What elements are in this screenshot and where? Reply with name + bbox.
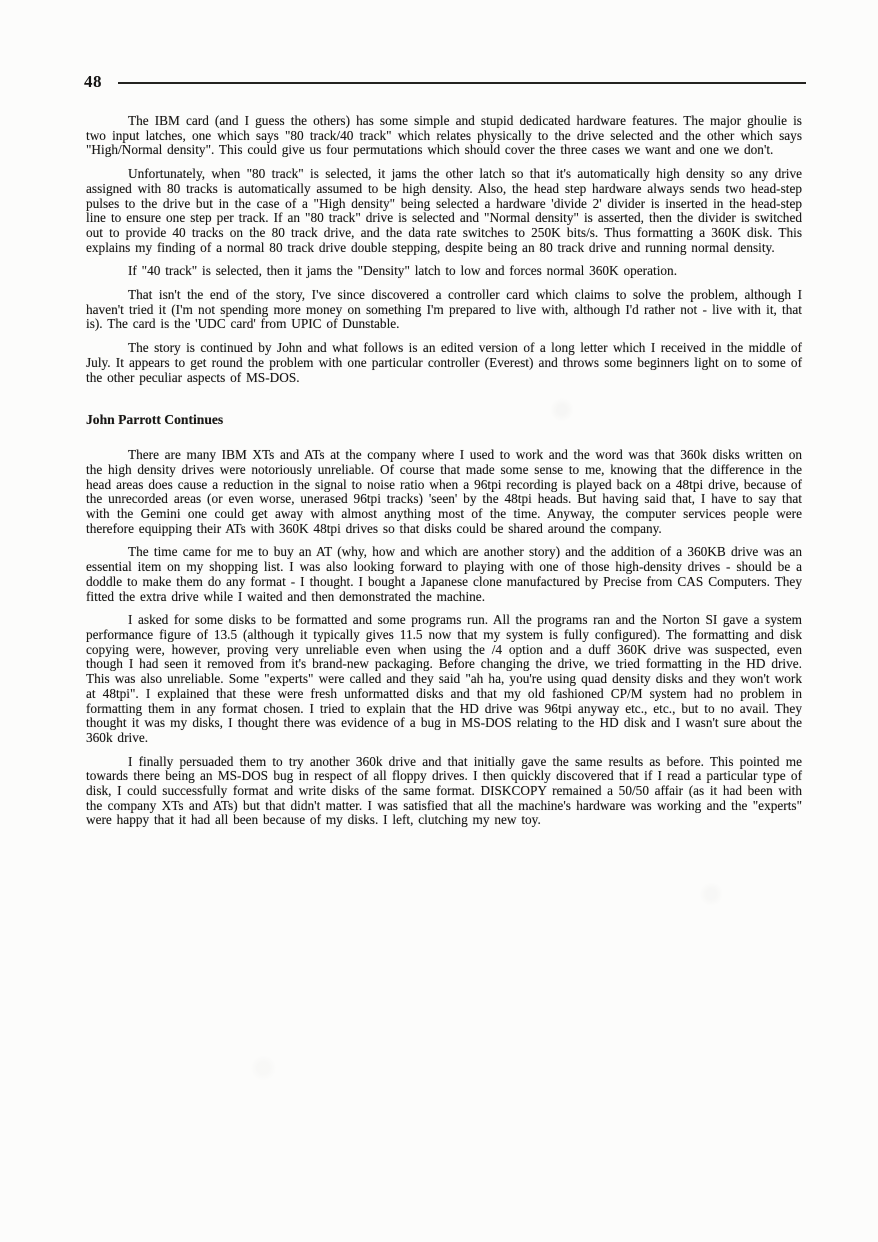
- page-number: 48: [84, 72, 102, 91]
- paragraph-udc-card: That isn't the end of the story, I've since discovered a controller card which claims to solve the problem, although I haven't tried it (I'm not spending more money on something I'm prepared to live with, although I'd rather not - live with it, that is). The card is the 'UDC card' from UPIC of Dunstable.: [86, 287, 802, 332]
- paragraph-80-track-latch: Unfortunately, when "80 track" is selected, it jams the other latch so that it's automatically high density so any drive assigned with 80 tracks is automatically assumed to be high density. Also, the head step hardware always sends two head-step pulses to the drive but in the case of a "High density" being selected a hardware 'divide 2' divider is inserted in the head-step line to ensure one step per track. If an "80 track" drive is selected and "Normal density" is asserted, then the divider is switched out to provide 40 tracks on the 80 track drive, and the data rate switches to 250K bits/s. Thus formatting a 360K disk. This explains my finding of a normal 80 track drive double stepping, despite being an 80 track drive and running normal density.: [86, 166, 802, 255]
- paragraph-story-continued: The story is continued by John and what follows is an edited version of a long letter which I received in the middle of July. It appears to get round the problem with one particular controller (Everest) and throws some beginners light on to some of the other peculiar aspects of MS-DOS.: [86, 340, 802, 385]
- paragraph-buying-at: The time came for me to buy an AT (why, how and which are another story) and the addition of a 360KB drive was an essential item on my shopping list. I was also looking forward to playing with one of those high-density drives - should be a doddle to make them do any format - I thought. I bought a Japanese clone manufactured by Precise from CAS Computers. They fitted the extra drive while I waited and then demonstrated the machine.: [86, 544, 802, 604]
- paragraph-40-track: If "40 track" is selected, then it jams the "Density" latch to low and forces normal 360K operation.: [128, 263, 678, 279]
- header-rule: [118, 82, 806, 84]
- paragraph-ibm-card: The IBM card (and I guess the others) has some simple and stupid dedicated hardware features. The major ghoulie is two input latches, one which says "80 track/40 track" which relates physically to the drive selected and the other which says "High/Normal density". This could give us four permutations which should cover the three cases we want and one we don't.: [86, 113, 802, 158]
- paragraph-formatting-problems: I asked for some disks to be formatted and some programs run. All the programs ran and the Norton SI gave a system performance figure of 13.5 (although it typically gives 11.5 now that my system is fully configured). The formatting and disk copying were, however, proving very unreliable even when using the /4 option and a duff 360K drive was suspected, even though I had seen it removed from it's brand-new packaging. Before changing the drive, we tried formatting in the HD drive. This was also unreliable. Some "experts" were called and they said "ah ha, you're using quad density disks and they won't work at 48tpi". I explained that these were fresh unformatted disks and that my old fashioned CP/M system had no problem in formatting them in any format chosen. I tried to explain that the HD drive was 96tpi anyway etc., etc., but to no avail. They thought it was my disks, I thought there was evidence of a bug in MS-DOS relating to the HD disk and I wasn't sure about the 360k drive.: [86, 612, 802, 745]
- section-heading: John Parrott Continues: [86, 412, 224, 428]
- page-header: [84, 72, 806, 92]
- page-content: [86, 114, 802, 837]
- paragraph-ibm-xts-ats: There are many IBM XTs and ATs at the company where I used to work and the word was that 360k disks written on the high density drives were notoriously unreliable. Of course that made some sense to me, knowing that the difference in the head areas does cause a reduction in the signal to noise ratio when a 96tpi recording is played back on a 48tpi drive, because of the unrecorded areas (or even worse, unerased 96tpi tracks) 'seen' by the 48tpi heads. But having said that, I have to say that with the Gemini one could get away with almost anything most of the time. Anyway, the computer services people were therefore equipping their ATs with 360K 48tpi drives so that disks could be shared around the company.: [86, 447, 802, 536]
- paragraph-msdos-bug: I finally persuaded them to try another 360k drive and that initially gave the same results as before. This pointed me towards there being an MS-DOS bug in respect of all floppy drives. I then quickly discovered that if I read a particular type of disk, I could successfully format and write disks of the same format. DISKCOPY remained a 50/50 affair (as it had been with the company XTs and ATs) but that didn't matter. I was satisfied that all the machine's hardware was working and the "experts" were happy that it had all been because of my disks. I left, clutching my new toy.: [86, 753, 802, 828]
